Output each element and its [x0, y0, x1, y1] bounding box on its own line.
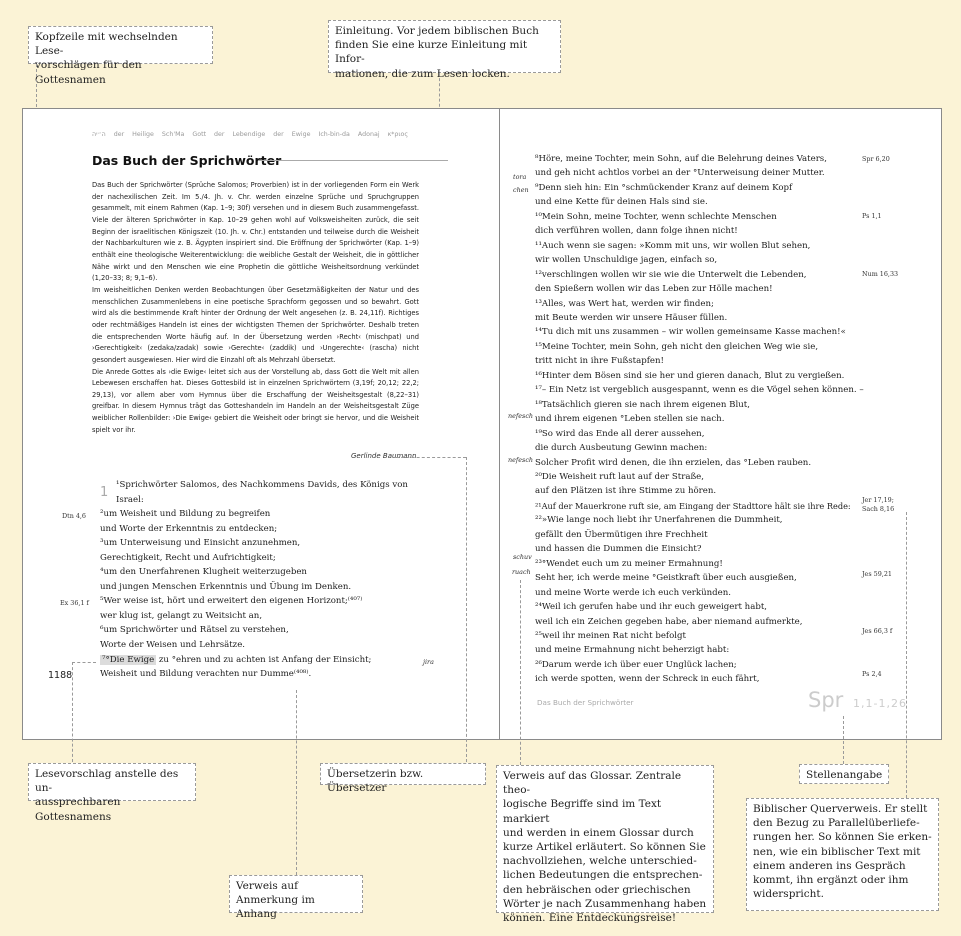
verse-line: ²³°Wendet euch um zu meiner Ermahnung!	[535, 558, 723, 569]
cross-ref: Num 16,33	[862, 270, 899, 278]
book-spine	[499, 109, 500, 739]
verse-line: den Spießern wollen wir das Leben zur Hölle machen!	[535, 284, 773, 295]
leader-querverweis	[906, 512, 907, 798]
verse-line: ³um Unterweisung und Einsicht anzunehmen,	[100, 538, 301, 549]
verse-line: Seht her, ich werde meine °Geistkraft über euch ausgießen,	[535, 573, 797, 584]
verse-line: wer klug ist, gelangt zu Weitsicht an,	[100, 610, 263, 621]
chapter-number: 1	[100, 485, 109, 500]
verse-line: Israel:	[116, 494, 144, 505]
callout-kopfzeile: Kopfzeile mit wechselnden Lese- vorschlägen für den Gottesnamen	[28, 26, 213, 64]
leader-lesevorschlag	[72, 662, 73, 762]
cross-ref: Spr 6,20	[862, 155, 890, 163]
verse-line: ²⁶Darum werde ich über euer Unglück lachen;	[535, 659, 737, 670]
cross-ref: Jer 17,19;	[862, 496, 894, 504]
verse-line: dich verführen wollen, dann folge ihnen nicht!	[535, 226, 738, 237]
leader-glossar	[520, 580, 521, 765]
cross-ref: Sach 8,16	[862, 505, 895, 513]
verse-line: ¹⁵Meine Tochter, mein Sohn, geh nicht den gleichen Weg wie sie,	[535, 341, 819, 352]
cross-ref: Dtn 4,6	[62, 512, 87, 520]
intro-paragraph: Die Anrede Gottes als ›die Ewige‹ leitet sich aus der Vorstellung ab, dass Gott die Welt mit allen Lebewesen erschaffen hat. Dieses Gottesbild ist in einzelnen Sprichwörtern (3,19f; 20,12; 22,2; 29,13), vor allem aber vom Hymnus über die Erschaffung der Weisheitsgestalt (8,22–31) greifbar. In diesem Hymnus trägt das Gotteshandeln im Handeln an der Weisheitsgestalt Züge weiblicher Rollenbilder: ›Die Ewige‹ gebiert die Weisheit oder bringt sie hervor, und die Weisheit spielt vor ihr.	[92, 367, 419, 434]
title-rule	[258, 160, 448, 161]
verse-line: ¹²verschlingen wollen wir sie wie die Unterwelt die Lebenden,	[535, 269, 807, 280]
verse-line: und meine Ermahnung nicht beherzigt habt:	[535, 645, 730, 656]
translator-name: Gerlinde Baumann	[351, 452, 417, 460]
verse-line: Solcher Profit wird denen, die ihn erzielen, das °Leben rauben.	[535, 457, 812, 468]
running-footer: Das Buch der Sprichwörter	[537, 698, 634, 707]
glossary-term: ruach	[512, 568, 531, 576]
leader-lesevorschlag-h	[72, 662, 96, 663]
callout-stellenangabe: Stellenangabe	[799, 764, 889, 784]
verse-line: und eine Kette für deinen Hals sind sie.	[535, 197, 708, 208]
verse-text: zu °ehren und zu achten ist Anfang der Einsicht;	[158, 654, 372, 665]
verse-line: ²⁵weil ihr meinen Rat nicht befolgt	[535, 630, 686, 641]
callout-verweis-anhang: Verweis auf Anmerkung im Anhang	[229, 875, 363, 913]
verse-line: ⁶um Sprichwörter und Rätsel zu verstehen,	[100, 625, 289, 636]
verse-line: ¹⁹So wird das Ende all derer aussehen,	[535, 428, 705, 439]
verse-line: ⁸Höre, meine Tochter, mein Sohn, auf die Belehrung deines Vaters,	[535, 154, 827, 164]
cross-ref: Ps 2,4	[862, 670, 882, 678]
leader-translator	[396, 457, 466, 458]
verse-line: ²¹Auf der Mauerkrone ruft sie, am Eingang der Stadttore hält sie ihre Rede:	[535, 500, 851, 511]
glossary-term: nefesch	[508, 412, 534, 420]
callout-glossar: Verweis auf das Glossar. Zentrale theo- logische Begriffe sind im Text markiert und werden in einem Glossar durch kurze Artikel erläutert. So können Sie nachvollziehen, welche unterschied- lichen Bedeutungen die entsprechen- den hebräischen oder griechischen Wörter je nach Zusammenhang haben können. Eine Entdeckungsreise!	[496, 765, 714, 913]
verse-line: tritt nicht in ihre Fußstapfen!	[535, 356, 664, 367]
leader-stellenangabe	[843, 716, 844, 764]
verse-line: wir wollen Unschuldige jagen, einfach so,	[535, 255, 718, 266]
passage-range: 1,1-1,26	[853, 697, 907, 710]
god-name-highlight: ⁷°Die Ewige	[102, 654, 155, 665]
verse-line: ¹⁸Tatsächlich gieren sie nach ihrem eigenen Blut,	[535, 399, 750, 410]
leader-anhang	[296, 690, 297, 875]
intro-text	[92, 180, 419, 436]
verses-left	[92, 478, 422, 682]
verse-line: die durch Ausbeutung Gewinn machen:	[535, 443, 708, 454]
callout-uebersetzerin: Übersetzerin bzw. Übersetzer	[320, 763, 486, 785]
verse-line: und geh nicht achtlos vorbei an der °Unterweisung deiner Mutter.	[535, 168, 825, 179]
verse-line: ¹¹Auch wenn sie sagen: »Komm mit uns, wir wollen Blut sehen,	[535, 240, 811, 251]
verse-line: ¹Sprichwörter Salomos, des Nachkommens Davids, des Königs von	[116, 480, 408, 490]
verse-line: ²um Weisheit und Bildung zu begreifen	[100, 509, 271, 520]
cross-ref: Ex 36,1 f	[60, 599, 89, 607]
verse-line: weil ich ein Zeichen gegeben habe, aber niemand aufmerkte,	[535, 616, 803, 627]
glossary-term: chen	[513, 186, 529, 194]
intro-paragraph: Das Buch der Sprichwörter (Sprüche Salomos; Proverbien) ist in der vorliegenden Form ein Werk der nachexilischen Zeit. Im 5./4. Jh. v. Chr. werden einzelne Sprüche und Spruchgruppen gesammelt, mit einem Rahmen (Kap. 1–9; 30f) versehen und in diesem Buch zusammengefasst. Viele der älteren Sprichwörter in Kap. 10–29 gehen wohl auf Volksweisheiten zurück, die seit Beginn der israelitischen Königszeit (10. Jh. v. Chr.) entstanden und teilweise durch die Weisheit der Nachbarkulturen wie z. B. Ägypten inspiriert sind. Die Eröffnung der Sprichwörter (Kap. 1–9) enthält eine theologische Weiterentwicklung: die weibliche Gestalt der Weisheit, die in göttlicher Nähe wirkt und den Menschen wie eine Prophetin die göttliche Weisheitsordnung verkündet (1,20–33; 8; 9,1–6).	[92, 181, 419, 283]
verse-line: ¹⁷– Ein Netz ist vergeblich ausgespannt, wenn es die Vögel sehen können. –	[535, 385, 864, 396]
verse-line: und Worte der Erkenntnis zu entdecken;	[100, 523, 278, 534]
cross-ref: Ps 1,1	[862, 212, 882, 220]
leader-translator-v	[466, 457, 467, 762]
verse-line: und meine Worte werde ich euch verkünden.	[535, 587, 732, 598]
callout-lesevorschlag: Lesevorschlag anstelle des un- aussprechbaren Gottesnamens	[28, 763, 196, 801]
book-title: Das Buch der Sprichwörter	[92, 153, 282, 168]
verse-line: ²⁴Weil ich gerufen habe und ihr euch geweigert habt,	[535, 602, 768, 613]
verses-right	[535, 152, 875, 687]
cross-ref: Jes 66,3 f	[862, 627, 893, 635]
verse-line: ⁵Wer weise ist, hört und erweitert den eigenen Horizont;⁽⁴⁰⁷⁾	[100, 596, 363, 607]
verse-line: ²⁰Die Weisheit ruft laut auf der Straße,	[535, 471, 705, 482]
verse-line: ²²»Wie lange noch liebt ihr Unerfahrenen die Dummheit,	[535, 515, 783, 526]
header-god-names: ה״יה der Heilige Sch'Ma Gott der Lebendige der Ewige Ich-bin-da Adonaj κ*ριος	[92, 131, 409, 138]
callout-einleitung: Einleitung. Vor jedem biblischen Buch finden Sie eine kurze Einleitung mit Infor- mationen, die zum Lesen locken.	[328, 20, 561, 73]
verse-line: ¹⁰Mein Sohn, meine Tochter, wenn schlechte Menschen	[535, 211, 777, 222]
page-number: 1188	[48, 670, 73, 681]
verse-line: ⁹Denn sieh hin: Ein °schmückender Kranz auf deinem Kopf	[535, 182, 793, 193]
verse-line: ¹⁴Tu dich mit uns zusammen – wir wollen gemeinsame Kasse machen!«	[535, 327, 846, 338]
verse-line: mit Beute werden wir unsere Häuser füllen.	[535, 312, 728, 323]
cross-ref: Jes 59,21	[862, 570, 892, 578]
callout-querverweis: Biblischer Querverweis. Er stellt den Bezug zu Parallelüberliefe- rungen her. So können Sie erken- nen, wie ein biblischer Text mit einem anderen ins Gespräch kommt, ihn ergänzt oder ihm widerspricht.	[746, 798, 939, 911]
verse-line: ich werde spotten, wenn der Schreck in euch fährt,	[535, 674, 760, 685]
passage-book: Spr	[808, 688, 844, 712]
intro-paragraph: Im weisheitlichen Denken werden Beobachtungen über Gesetzmäßigkeiten der Natur und des menschlichen Zusammenlebens in eine poetische Sprachform gegossen und so bewahrt. Gott wird als die bestimmende Kraft hinter der Ordnung der Welt angesehen (z. B. 24,11f). Richtiges oder rechtmäßiges Handeln ist eines der wichtigsten Themen der Sprichwörter. Deshalb treten die entsprechenden Worte häufig auf. In der Übersetzung werden ›Recht‹ (mischpat) und ›Gerechtigkeit‹ (zedaka/zadak) sowie ›Gerechte‹ (zaddik) und ›Ungerechte‹ (rascha) nicht gesondert ausgewiesen. Hier wird die Einzahl oft als Mehrzahl übersetzt.	[92, 285, 419, 364]
verse-line: Worte der Weisen und Lehrsätze.	[100, 640, 246, 651]
verse-line: ¹⁶Hinter dem Bösen sind sie her und gieren danach, Blut zu vergießen.	[535, 370, 845, 381]
glossary-term: jira	[423, 658, 434, 666]
verse-line: ¹³Alles, was Wert hat, werden wir finden;	[535, 298, 714, 309]
glossary-term: nefesch	[508, 456, 534, 464]
glossary-term: tora	[513, 173, 527, 181]
verse-line: und hassen die Dummen die Einsicht?	[535, 544, 702, 555]
verse-line: gefällt den Übermütigen ihre Frechheit	[535, 529, 708, 540]
verse-line: und ihrem eigenen °Leben stellen sie nach.	[535, 414, 725, 425]
verse-line	[92, 653, 422, 668]
verse-line: auf den Plätzen ist ihre Stimme zu hören.	[535, 486, 717, 497]
glossary-term: schuv	[513, 553, 532, 561]
verse-line: und jungen Menschen Erkenntnis und Übung im Denken.	[100, 581, 352, 592]
verse-line: Weisheit und Bildung verachten nur Dumme⁽⁴⁰⁸⁾.	[100, 669, 312, 680]
verse-line: ⁴um den Unerfahrenen Klugheit weiterzugeben	[100, 567, 307, 578]
verse-line: Gerechtigkeit, Recht und Aufrichtigkeit;	[100, 552, 276, 563]
